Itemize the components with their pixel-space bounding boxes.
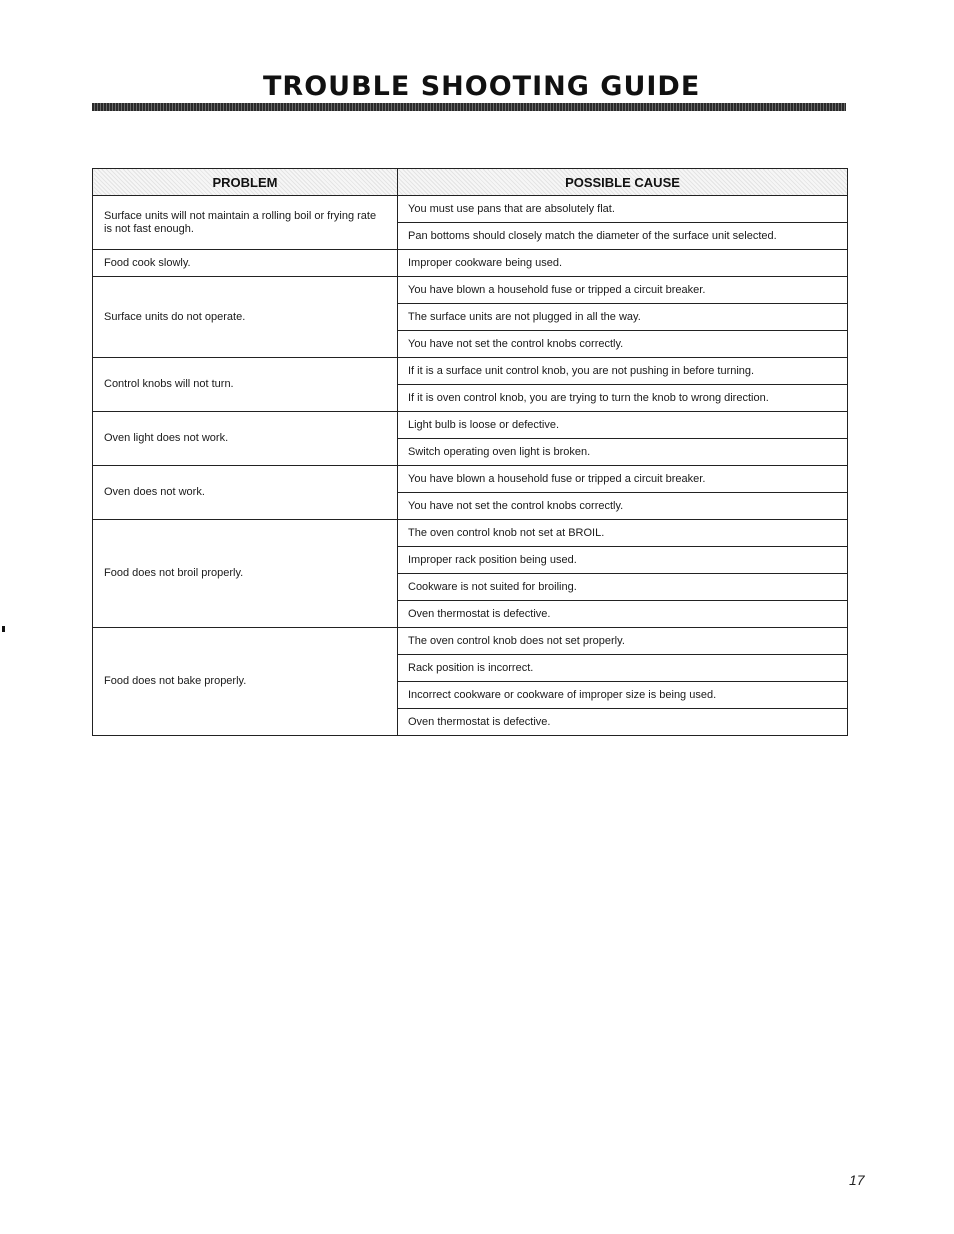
cause-cell: Light bulb is loose or defective. (398, 412, 848, 439)
table-row (93, 412, 848, 439)
problem-cell: Surface units will not maintain a rolling boil or frying rate is not fast enough. (93, 196, 398, 250)
cause-cell: You have not set the control knobs correctly. (398, 331, 848, 358)
title-underline-rule (92, 103, 846, 111)
cause-cell: The oven control knob not set at BROIL. (398, 520, 848, 547)
problem-cell: Food does not bake properly. (93, 628, 398, 736)
table-row (93, 628, 848, 655)
table-body (93, 196, 848, 736)
table-row (93, 277, 848, 304)
problem-column-header: PROBLEM (93, 169, 398, 196)
problem-cell: Food does not broil properly. (93, 520, 398, 628)
cause-cell: Improper cookware being used. (398, 250, 848, 277)
problem-cell: Food cook slowly. (93, 250, 398, 277)
problem-cell: Oven does not work. (93, 466, 398, 520)
cause-cell: Oven thermostat is defective. (398, 601, 848, 628)
cause-cell: You must use pans that are absolutely flat. (398, 196, 848, 223)
cause-cell: Oven thermostat is defective. (398, 709, 848, 736)
cause-cell: The oven control knob does not set properly. (398, 628, 848, 655)
table-row (93, 250, 848, 277)
page-title: TROUBLE SHOOTING GUIDE (263, 71, 701, 102)
cause-cell: The surface units are not plugged in all the way. (398, 304, 848, 331)
problem-cell: Oven light does not work. (93, 412, 398, 466)
page-number: 17 (849, 1172, 865, 1188)
troubleshooting-table (92, 168, 848, 736)
cause-cell: If it is oven control knob, you are trying to turn the knob to wrong direction. (398, 385, 848, 412)
cause-cell: You have blown a household fuse or tripped a circuit breaker. (398, 466, 848, 493)
cause-cell: Rack position is incorrect. (398, 655, 848, 682)
table-row (93, 358, 848, 385)
cause-cell: Incorrect cookware or cookware of improper size is being used. (398, 682, 848, 709)
cause-cell: You have not set the control knobs correctly. (398, 493, 848, 520)
cause-cell: Cookware is not suited for broiling. (398, 574, 848, 601)
cause-cell: If it is a surface unit control knob, you are not pushing in before turning. (398, 358, 848, 385)
problem-cell: Control knobs will not turn. (93, 358, 398, 412)
table-row (93, 466, 848, 493)
table-row (93, 520, 848, 547)
table-header-row (93, 169, 848, 196)
cause-cell: Switch operating oven light is broken. (398, 439, 848, 466)
possible-cause-column-header: POSSIBLE CAUSE (398, 169, 848, 196)
table-row (93, 196, 848, 223)
margin-bullet-mark (2, 626, 5, 632)
cause-cell: Improper rack position being used. (398, 547, 848, 574)
cause-cell: Pan bottoms should closely match the diameter of the surface unit selected. (398, 223, 848, 250)
cause-cell: You have blown a household fuse or tripped a circuit breaker. (398, 277, 848, 304)
problem-cell: Surface units do not operate. (93, 277, 398, 358)
